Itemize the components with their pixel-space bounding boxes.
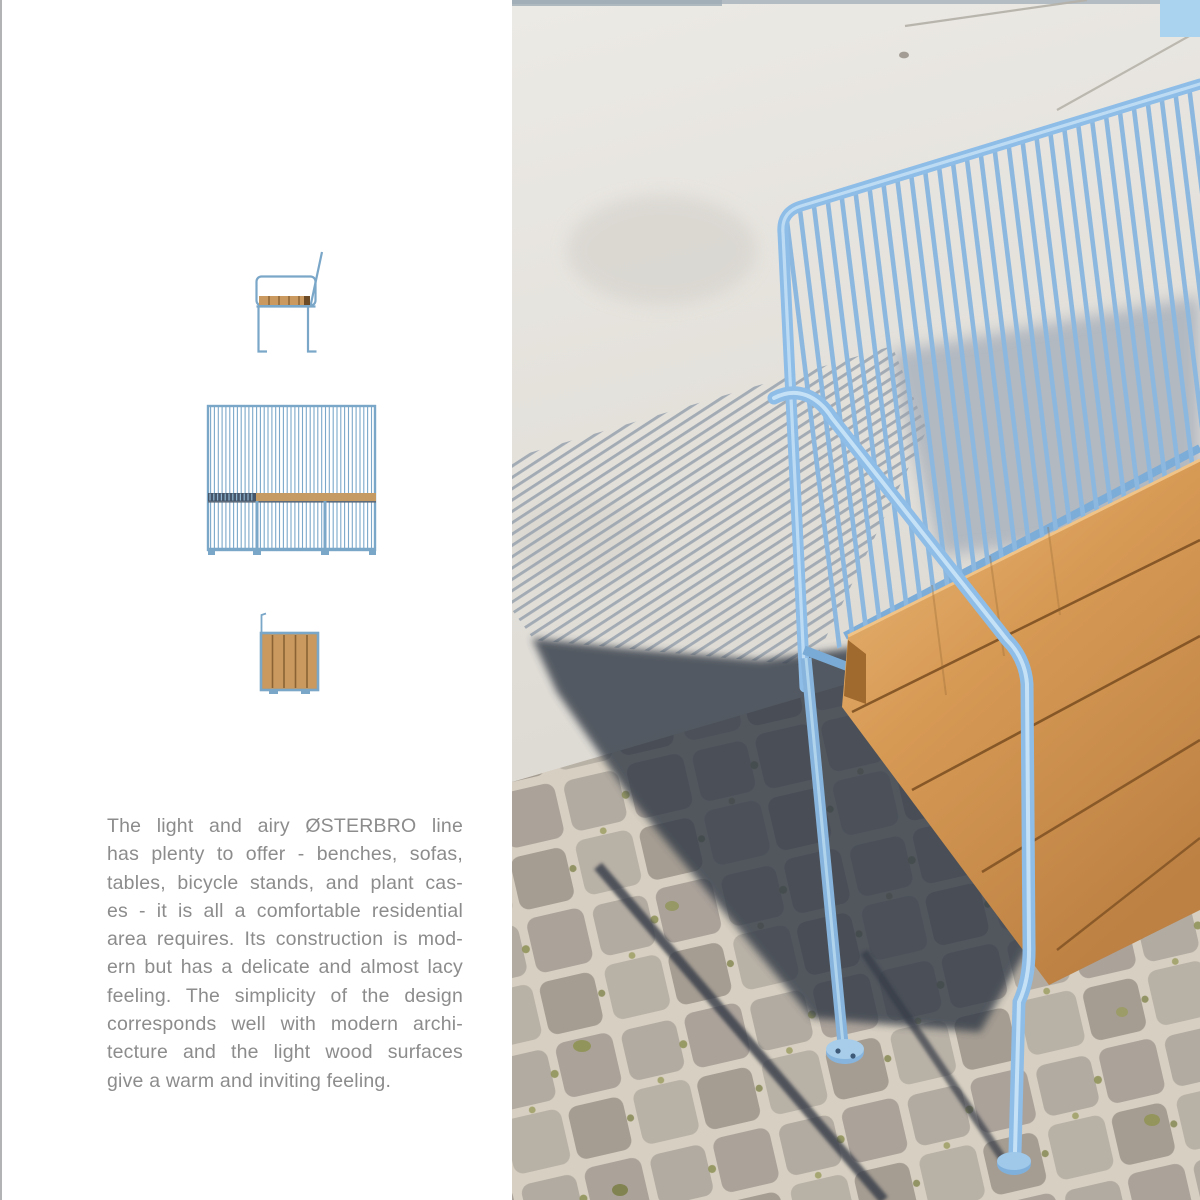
- paragraph-line: tecture and the light wood surfaces: [107, 1041, 463, 1064]
- front-view-wires: [211, 406, 372, 549]
- paragraph-line: area requires. Its construction is mod-: [107, 928, 463, 951]
- description-paragraph: [107, 812, 463, 1095]
- paragraph-line: tables, bicycle stands, and plant cas-: [107, 871, 463, 894]
- top-view-drawing: [256, 609, 324, 699]
- paragraph-line: es - it is all a comfortable residential: [107, 899, 463, 922]
- paragraph-line: has plenty to offer - benches, sofas,: [107, 843, 463, 866]
- paragraph-line: give a warm and inviting feeling.: [107, 1069, 392, 1092]
- side-view-drawing: [253, 249, 333, 359]
- paragraph-line: corresponds well with modern archi-: [107, 1013, 463, 1036]
- page-edge-line: [0, 0, 2, 1200]
- front-view-drawing: [206, 403, 378, 558]
- paragraph-line: The light and airy ØSTERBRO line: [107, 815, 463, 837]
- corner-accent-tab: [1160, 0, 1200, 37]
- product-photo: [512, 0, 1200, 1200]
- paragraph-line: feeling. The simplicity of the design: [107, 984, 463, 1007]
- side-view-chair: [257, 252, 323, 352]
- paragraph-line: ern but has a delicate and almost lacy: [107, 956, 463, 979]
